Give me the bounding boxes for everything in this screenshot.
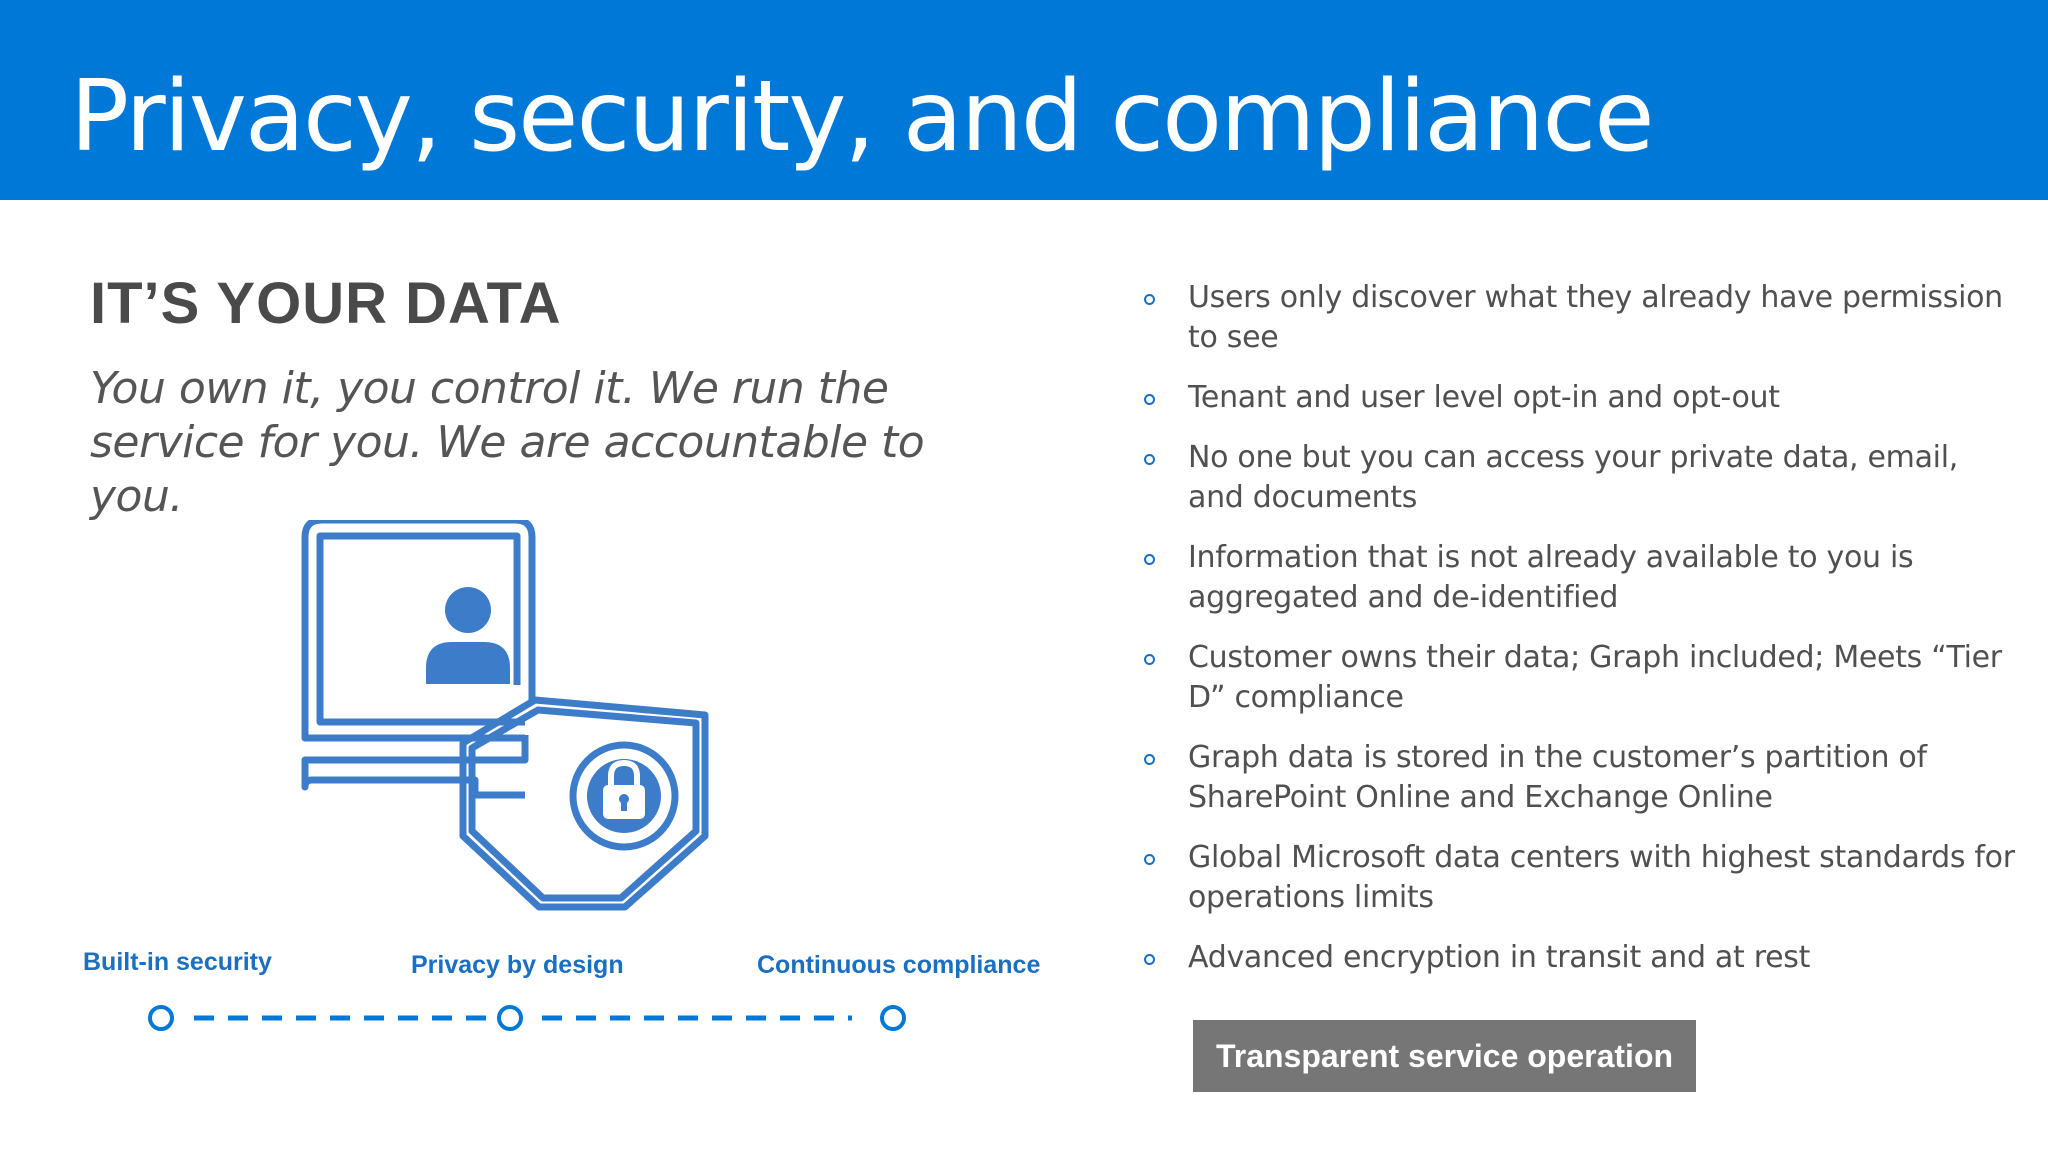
- tagline: You own it, you control it. We run the service for you. We are accountable to you.: [90, 363, 925, 522]
- list-item: [1140, 278, 2020, 358]
- bullet-circle-icon: [1144, 294, 1155, 305]
- list-item: [1140, 738, 2020, 818]
- user-icon: [426, 587, 510, 684]
- section-heading: IT’S YOUR DATA: [90, 271, 562, 336]
- list-item-text: Advanced encryption in transit and at rest: [1188, 940, 1811, 975]
- bullet-circle-icon: [1144, 954, 1155, 965]
- list-item-text: Tenant and user level opt-in and opt-out: [1188, 380, 1780, 415]
- pillar-privacy-by-design: Privacy by design: [411, 951, 624, 979]
- bullet-list: [1140, 278, 2020, 998]
- timeline-node-icon: [499, 1007, 521, 1029]
- bullet-circle-icon: [1144, 394, 1155, 405]
- list-item: [1140, 638, 2020, 718]
- list-item: [1140, 538, 2020, 618]
- bullet-circle-icon: [1144, 654, 1155, 665]
- list-item: [1140, 838, 2020, 918]
- list-item-text: Customer owns their data; Graph included; Meets “Tier D” compliance: [1188, 640, 2002, 715]
- list-item-text: Graph data is stored in the customer’s partition of SharePoint Online and Exchange Online: [1188, 740, 1927, 815]
- timeline-node-icon: [150, 1007, 172, 1029]
- data-protection-illustration: [300, 520, 720, 920]
- timeline-node-icon: [882, 1007, 904, 1029]
- pillar-timeline: [140, 998, 920, 1038]
- transparent-service-operation-button[interactable]: Transparent service operation: [1193, 1020, 1696, 1092]
- pillar-continuous-compliance: Continuous compliance: [757, 951, 1041, 979]
- list-item: [1140, 938, 2020, 978]
- list-item: [1140, 438, 2020, 518]
- shield-icon: [463, 700, 705, 907]
- page-title: Privacy, security, and compliance: [70, 60, 1653, 174]
- bullet-circle-icon: [1144, 854, 1155, 865]
- bullet-circle-icon: [1144, 554, 1155, 565]
- bullet-circle-icon: [1144, 754, 1155, 765]
- pillar-built-in-security: Built-in security: [83, 948, 272, 976]
- lock-icon: [573, 745, 675, 847]
- list-item-text: Information that is not already available to you is aggregated and de-identified: [1188, 540, 1914, 615]
- list-item-text: Users only discover what they already have permission to see: [1188, 280, 2003, 355]
- bullet-circle-icon: [1144, 454, 1155, 465]
- list-item-text: Global Microsoft data centers with highest standards for operations limits: [1188, 840, 2015, 915]
- list-item: [1140, 378, 2020, 418]
- list-item-text: No one but you can access your private data, email, and documents: [1188, 440, 1958, 515]
- header-bar: [0, 0, 2048, 200]
